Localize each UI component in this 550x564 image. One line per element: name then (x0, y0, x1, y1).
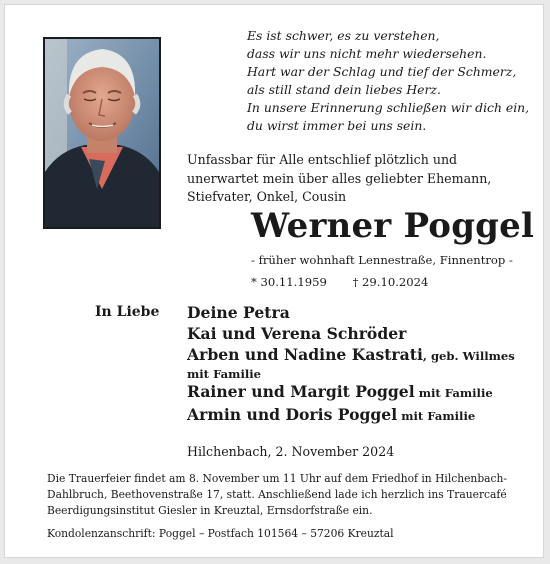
mourner-line (187, 404, 515, 427)
mourner-line (187, 381, 515, 404)
service-line: Dahlbruch, Beethovenstraße 17, statt. Anschließend lade ich herzlich ins Trauercafé (47, 488, 507, 501)
mourner-suffix: , geb. Willmes (422, 349, 515, 363)
poem-line: Hart war der Schlag und tief der Schmerz, (247, 64, 517, 79)
portrait-illustration (45, 39, 159, 227)
poem-line: du wirst immer bei uns sein. (247, 118, 427, 133)
mourner-line: Kai und Verena Schröder (187, 324, 407, 343)
funeral-service-info (47, 471, 527, 519)
intro-text (187, 151, 527, 207)
intro-line: unerwartet mein über alles geliebter Ehemann, (187, 170, 492, 186)
poem-line: Es ist schwer, es zu verstehen, (247, 28, 440, 43)
mourner-name: Armin und Doris Poggel (187, 405, 398, 424)
life-dates (251, 275, 450, 289)
intro-line: Stiefvater, Onkel, Cousin (187, 189, 347, 204)
deceased-name: Werner Poggel (251, 206, 535, 246)
poem (247, 27, 537, 135)
poem-line: als still stand dein liebes Herz. (247, 82, 441, 97)
mourner-line: Deine Petra (187, 303, 290, 322)
intro-line: Unfassbar für Alle entschlief plötzlich und (187, 152, 458, 167)
birth-date: * 30.11.1959 (251, 275, 327, 289)
death-date: † 29.10.2024 (352, 275, 429, 289)
service-line: Die Trauerfeier findet am 8. November um 11 Uhr auf dem Friedhof in Hilchenbach- (47, 472, 508, 485)
poem-line: dass wir uns nicht mehr wiedersehen. (247, 46, 487, 61)
place-and-date: Hilchenbach, 2. November 2024 (187, 444, 395, 459)
mourner-line (187, 344, 515, 367)
mourner-suffix: mit Familie (397, 409, 476, 423)
mourner-name: Arben und Nadine Kastrati (187, 345, 423, 364)
mourner-suffix: mit Familie (414, 386, 493, 400)
mourners-list (187, 302, 515, 427)
condolence-address: Kondolenzanschrift: Poggel – Postfach 101564 – 57206 Kreuztal (47, 527, 394, 540)
mourner-suffix-line: mit Familie (187, 367, 262, 381)
mourner-name: Rainer und Margit Poggel (187, 382, 415, 401)
former-residence: - früher wohnhaft Lennestraße, Finnentrop - (251, 253, 513, 267)
service-line: Beerdigungsinstitut Giesler in Kreuztal, Ernsdorfstraße ein. (47, 504, 373, 517)
in-love-label: In Liebe (95, 304, 160, 320)
portrait-photo (43, 37, 161, 229)
poem-line: In unsere Erinnerung schließen wir dich ein, (247, 100, 530, 115)
obituary-card (4, 4, 544, 558)
